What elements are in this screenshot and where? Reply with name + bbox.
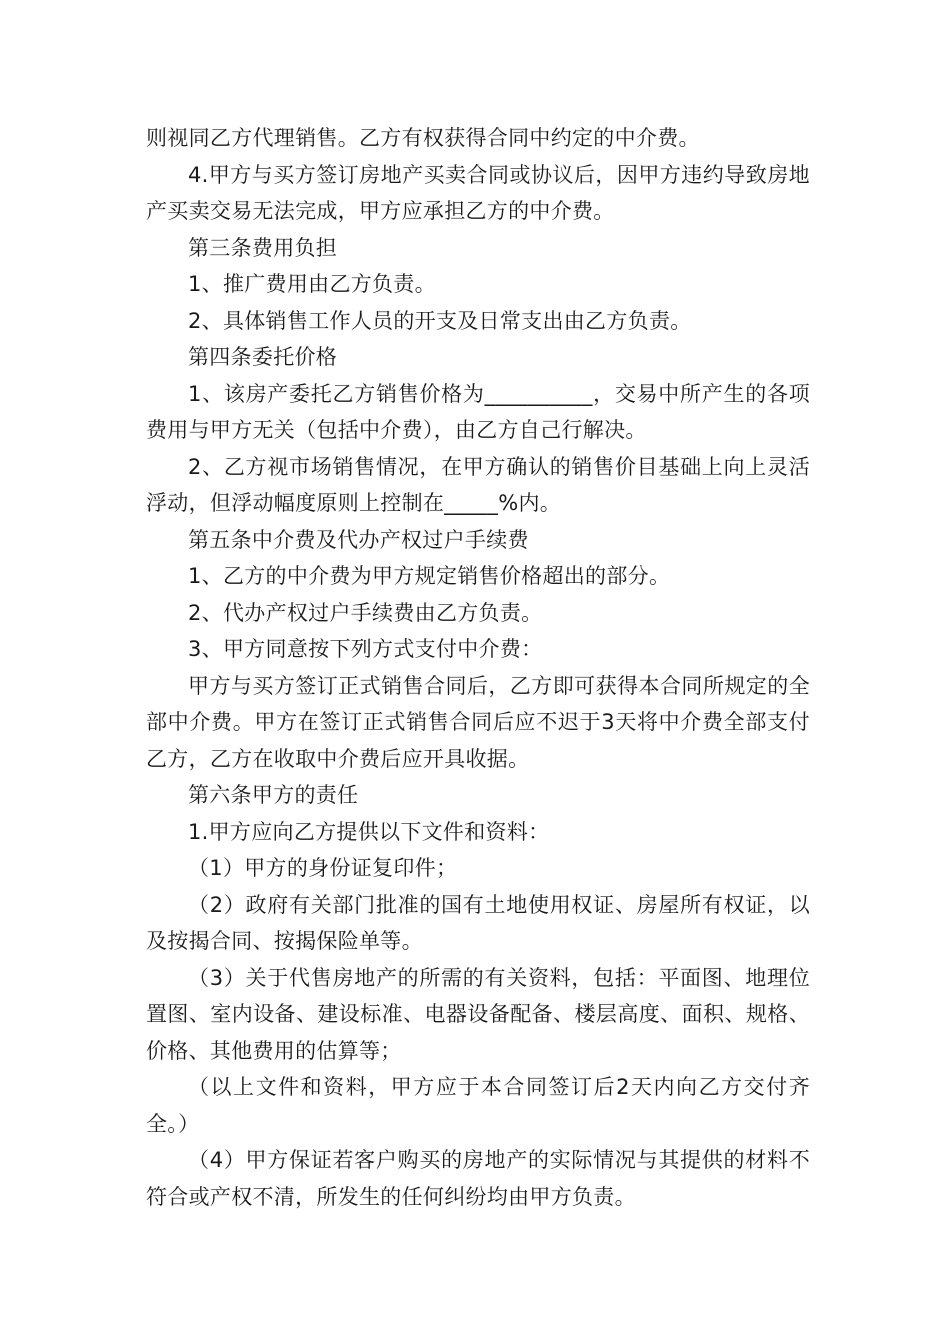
paragraph-article-4-item-2: 2、乙方视市场销售情况，在甲方确认的销售价目基础上向上灵活浮动，但浮动幅度原则上控制在_____%内。 xyxy=(146,454,810,515)
paragraph-article-3-item-1: 1、推广费用由乙方负责。 xyxy=(188,272,436,296)
article-6-heading: 第六条甲方的责任 xyxy=(188,783,359,807)
paragraph-document-list-1: （1）甲方的身份证复印件； xyxy=(188,856,458,880)
paragraph-payment-terms: 甲方与买方签订正式销售合同后，乙方即可获得本合同所规定的全部中介费。甲方在签订正式销售合同后应不迟于3天将中介费全部支付乙方，乙方在收取中介费后应开具收据。 xyxy=(146,673,810,771)
paragraph-article-5-item-3: 3、甲方同意按下列方式支付中介费： xyxy=(188,637,543,661)
paragraph-document-list-2: （2）政府有关部门批准的国有土地使用权证、房屋所有权证，以及按揭合同、按揭保险单等。 xyxy=(146,892,810,953)
paragraph-article-6-item-1: 1.甲方应向乙方提供以下文件和资料： xyxy=(188,819,550,844)
paragraph-article-4-item-1: 1、该房产委托乙方销售价格为__________，交易中所产生的各项费用与甲方无关（包括中介费），由乙方自己行解决。 xyxy=(146,381,810,442)
article-4-heading: 第四条委托价格 xyxy=(188,345,338,369)
paragraph-continuation: 则视同乙方代理销售。乙方有权获得合同中约定的中介费。 xyxy=(146,126,700,150)
paragraph-document-deadline: （以上文件和资料，甲方应于本合同签订后2天内向乙方交付齐全。） xyxy=(146,1075,810,1136)
paragraph-article-5-item-1: 1、乙方的中介费为甲方规定销售价格超出的部分。 xyxy=(188,564,671,588)
document-body xyxy=(146,120,810,1215)
paragraph-document-list-4: （4）甲方保证若客户购买的房地产的实际情况与其提供的材料不符合或产权不清，所发生的任何纠纷均由甲方负责。 xyxy=(146,1148,810,1209)
paragraph-clause-4: 4.甲方与买方签订房地产买卖合同或协议后，因甲方违约导致房地产买卖交易无法完成，甲方应承担乙方的中介费。 xyxy=(146,162,810,223)
paragraph-article-3-item-2: 2、具体销售工作人员的开支及日常支出由乙方负责。 xyxy=(188,308,692,333)
article-3-heading: 第三条费用负担 xyxy=(188,235,338,260)
paragraph-article-5-item-2: 2、代办产权过户手续费由乙方负责。 xyxy=(188,600,543,625)
paragraph-document-list-3: （3）关于代售房地产的所需的有关资料，包括：平面图、地理位置图、室内设备、建设标准、电器设备配备、楼层高度、面积、规格、价格、其他费用的估算等； xyxy=(146,965,810,1063)
article-5-heading: 第五条中介费及代办产权过户手续费 xyxy=(188,527,529,552)
